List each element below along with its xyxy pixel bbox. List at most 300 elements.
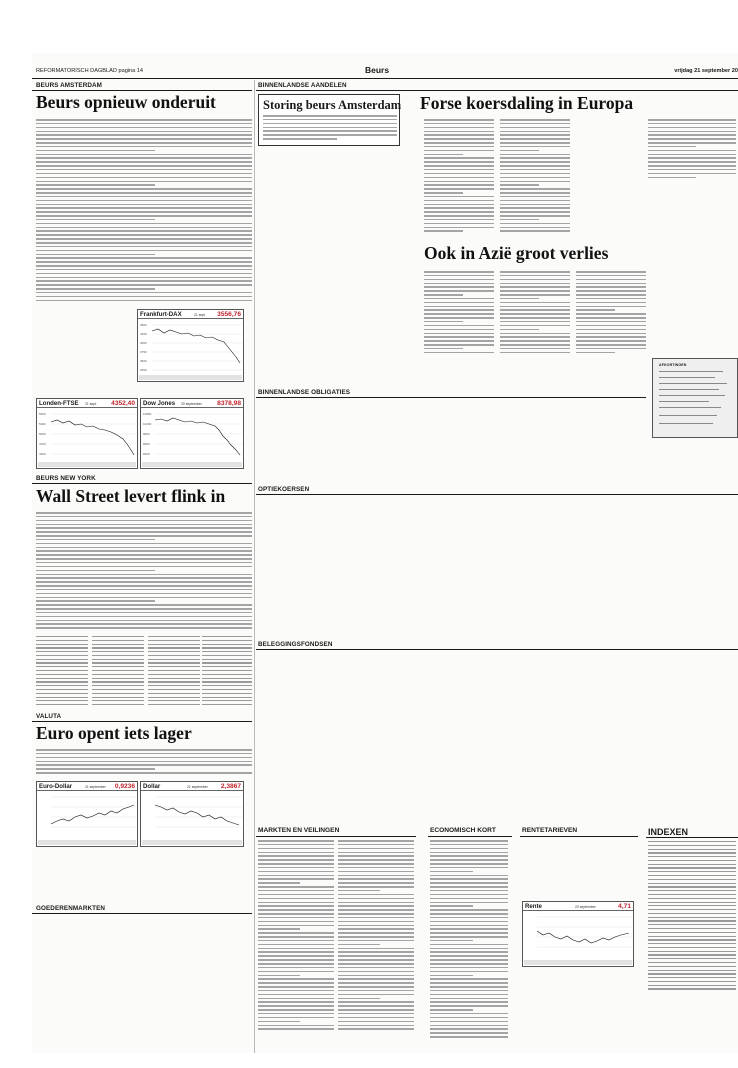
ad-line — [659, 401, 709, 402]
text-line — [36, 154, 252, 156]
text-line — [338, 882, 414, 884]
table-koersen-2 — [92, 636, 144, 708]
table-row — [202, 693, 252, 694]
text-line — [258, 932, 334, 934]
text-line — [500, 306, 570, 308]
text-line — [576, 317, 646, 319]
chart-plot — [523, 911, 635, 962]
table-row — [202, 662, 252, 663]
section-rule — [520, 836, 638, 837]
text-line — [576, 348, 646, 350]
chart-dollar — [140, 781, 244, 847]
chart-value: 2,3867 — [220, 782, 241, 790]
chart-londen-ftse — [36, 398, 138, 469]
text-line — [36, 566, 252, 568]
text-line — [576, 344, 646, 346]
section-binnenlandse-aandelen: BINNENLANDSE AANDELEN — [258, 82, 347, 89]
text-line — [424, 131, 494, 133]
article-col-2 — [500, 119, 570, 234]
text-line — [338, 894, 414, 896]
table-row — [648, 966, 736, 967]
text-line — [338, 944, 380, 946]
markten-col-2 — [338, 840, 414, 1032]
text-line — [263, 115, 397, 117]
text-line — [36, 161, 252, 163]
text-line — [500, 352, 570, 354]
table-row — [202, 655, 252, 656]
headline-beurs-opnieuw: Beurs opnieuw onderuit — [36, 92, 216, 112]
text-line — [36, 627, 252, 629]
text-line — [430, 982, 508, 984]
text-line — [648, 165, 736, 167]
table-row — [648, 977, 736, 978]
text-line — [430, 948, 508, 950]
table-row — [648, 856, 736, 857]
table-row — [148, 697, 200, 698]
section-goederenmarkten: GOEDERENMARKTEN — [36, 905, 106, 912]
text-line — [648, 127, 736, 129]
text-line — [500, 131, 570, 133]
text-line — [338, 959, 414, 961]
table-row — [648, 898, 736, 899]
text-line — [36, 593, 252, 595]
text-line — [500, 204, 570, 206]
text-line — [424, 219, 494, 221]
text-line — [258, 894, 334, 896]
text-line — [500, 127, 570, 129]
chart-date: 20 september — [575, 905, 596, 909]
text-line — [576, 325, 646, 327]
text-line — [36, 535, 252, 537]
text-line — [648, 146, 696, 148]
table-row — [648, 845, 736, 846]
table-row — [648, 894, 736, 895]
text-line — [338, 940, 414, 942]
text-line — [36, 512, 252, 514]
table-row — [36, 655, 88, 656]
table-row — [648, 883, 736, 884]
table-row — [648, 875, 736, 876]
text-line — [424, 317, 494, 319]
text-line — [430, 940, 473, 942]
text-line — [500, 207, 570, 209]
text-line — [430, 921, 508, 923]
article-body-wall-street — [36, 512, 252, 631]
text-line — [36, 246, 252, 248]
text-line — [338, 917, 414, 919]
text-line — [338, 936, 414, 938]
text-line — [430, 986, 508, 988]
text-line — [36, 577, 252, 579]
text-line — [430, 913, 508, 915]
text-line — [648, 131, 736, 133]
svg-text:5600: 5600 — [39, 412, 46, 416]
table-row — [648, 951, 736, 952]
text-line — [424, 192, 463, 194]
text-line — [338, 886, 414, 888]
text-line — [576, 321, 646, 323]
chart-footer — [38, 840, 136, 845]
text-line — [500, 290, 570, 292]
table-row — [648, 981, 736, 982]
chart-value: 4,71 — [618, 902, 631, 910]
table-row — [92, 681, 144, 682]
text-line — [36, 600, 155, 602]
text-line — [430, 951, 508, 953]
text-line — [338, 871, 414, 873]
text-line — [430, 848, 508, 850]
table-row — [36, 674, 88, 675]
text-line — [500, 336, 570, 338]
chart-value: 3556,76 — [217, 310, 241, 318]
text-line — [576, 329, 646, 331]
text-line — [430, 1025, 508, 1027]
text-line — [500, 271, 570, 273]
text-line — [424, 146, 494, 148]
table-row — [148, 659, 200, 660]
svg-text:10800: 10800 — [143, 412, 152, 416]
text-line — [430, 894, 508, 896]
text-line — [338, 913, 414, 915]
text-line — [500, 313, 570, 315]
table-row — [648, 970, 736, 971]
table-row — [648, 988, 736, 989]
text-line — [258, 998, 334, 1000]
table-row — [36, 704, 88, 705]
text-line — [338, 994, 414, 996]
text-line — [430, 1032, 508, 1034]
text-line — [338, 925, 414, 927]
svg-text:3250: 3250 — [140, 368, 147, 372]
text-line — [500, 177, 570, 179]
text-line — [338, 902, 414, 904]
text-line — [424, 196, 494, 198]
text-line — [430, 871, 473, 873]
headline-wall-street: Wall Street levert flink in — [36, 486, 226, 506]
text-line — [258, 875, 334, 877]
text-line — [36, 531, 252, 533]
text-line — [430, 944, 508, 946]
text-line — [258, 951, 334, 953]
text-line — [338, 975, 414, 977]
text-line — [500, 154, 570, 156]
table-row — [36, 644, 88, 645]
table-row — [148, 693, 200, 694]
text-line — [258, 1028, 334, 1030]
text-line — [576, 340, 646, 342]
text-line — [648, 169, 736, 171]
article-col-3 — [576, 271, 646, 356]
text-line — [576, 313, 646, 315]
text-line — [424, 286, 494, 288]
text-line — [36, 134, 252, 136]
text-line — [36, 597, 252, 599]
text-line — [36, 127, 252, 129]
text-line — [424, 333, 494, 335]
text-line — [500, 344, 570, 346]
text-line — [424, 302, 494, 304]
text-line — [258, 905, 334, 907]
text-line — [500, 188, 570, 190]
text-line — [424, 138, 494, 140]
text-line — [430, 882, 508, 884]
text-line — [500, 196, 570, 198]
text-line — [430, 898, 508, 900]
section-rentetarieven: RENTETARIEVEN — [522, 827, 578, 834]
text-line — [36, 227, 252, 229]
afkortingen-heading: AFKORTINGEN — [659, 363, 687, 367]
text-line — [500, 134, 570, 136]
text-line — [36, 277, 252, 279]
text-line — [576, 352, 615, 354]
table-row — [148, 670, 200, 671]
text-line — [36, 192, 252, 194]
text-line — [430, 909, 508, 911]
text-line — [338, 1001, 414, 1003]
text-line — [36, 215, 252, 217]
text-line — [258, 1005, 334, 1007]
text-line — [36, 142, 252, 144]
text-line — [36, 620, 252, 622]
text-line — [36, 123, 252, 125]
text-line — [500, 309, 570, 311]
text-line — [430, 936, 508, 938]
text-line — [263, 127, 397, 129]
table-row — [648, 928, 736, 929]
text-line — [424, 294, 463, 296]
text-line — [424, 344, 494, 346]
chart-plot — [138, 319, 245, 377]
table-row — [148, 704, 200, 705]
text-line — [338, 890, 380, 892]
text-line — [424, 161, 494, 163]
headline-ook-in-azie: Ook in Azië groot verlies — [424, 243, 609, 263]
text-line — [258, 944, 334, 946]
text-line — [424, 184, 494, 186]
text-line — [338, 1013, 414, 1015]
text-line — [576, 298, 646, 300]
ad-line — [659, 395, 725, 396]
text-line — [430, 959, 508, 961]
text-line — [36, 204, 252, 206]
text-line — [36, 131, 252, 133]
text-line — [338, 844, 414, 846]
markten-col-1 — [258, 840, 334, 1032]
table-row — [648, 864, 736, 865]
table-row — [148, 662, 200, 663]
text-line — [424, 150, 494, 152]
table-row — [648, 958, 736, 959]
table-row — [92, 678, 144, 679]
text-line — [424, 157, 494, 159]
text-line — [258, 863, 334, 865]
section-binnenlandse-obligaties: BINNENLANDSE OBLIGATIES — [258, 389, 351, 396]
text-line — [430, 1028, 508, 1030]
text-line — [430, 1021, 508, 1023]
text-line — [424, 271, 494, 273]
headline-storing: Storing beurs Amsterdam — [263, 98, 402, 112]
text-line — [648, 177, 696, 179]
text-line — [424, 173, 494, 175]
text-line — [500, 169, 570, 171]
text-line — [258, 1025, 334, 1027]
text-line — [36, 238, 252, 240]
text-line — [338, 1009, 414, 1011]
text-line — [430, 859, 508, 861]
table-row — [36, 697, 88, 698]
text-line — [500, 192, 570, 194]
text-line — [258, 963, 334, 965]
table-row — [648, 936, 736, 937]
text-line — [500, 173, 570, 175]
table-row — [648, 886, 736, 887]
text-line — [576, 271, 646, 273]
table-row — [648, 841, 736, 842]
svg-text:5300: 5300 — [39, 422, 46, 426]
text-line — [500, 227, 570, 229]
table-row — [92, 697, 144, 698]
text-line — [36, 764, 252, 766]
text-line — [424, 223, 494, 225]
svg-text:4000: 4000 — [140, 341, 147, 345]
text-line — [36, 254, 155, 256]
table-row — [36, 651, 88, 652]
text-line — [36, 558, 252, 560]
chart-plot — [141, 791, 245, 842]
text-line — [576, 306, 646, 308]
text-line — [338, 852, 414, 854]
text-line — [258, 859, 334, 861]
table-row — [92, 659, 144, 660]
text-line — [500, 325, 570, 327]
table-row — [148, 685, 200, 686]
text-line — [430, 928, 508, 930]
text-line — [36, 146, 252, 148]
text-line — [338, 948, 414, 950]
text-line — [36, 200, 252, 202]
table-row — [92, 666, 144, 667]
text-line — [338, 855, 414, 857]
text-line — [430, 963, 508, 965]
text-line — [258, 855, 334, 857]
svg-text:9000: 9000 — [143, 442, 150, 446]
text-line — [258, 948, 334, 950]
text-line — [258, 928, 300, 930]
table-row — [648, 905, 736, 906]
text-line — [430, 990, 508, 992]
section-rule — [256, 494, 738, 495]
text-line — [338, 955, 414, 957]
text-line — [424, 177, 494, 179]
text-line — [36, 150, 155, 152]
text-line — [36, 757, 252, 759]
text-line — [36, 604, 252, 606]
table-row — [92, 647, 144, 648]
text-line — [424, 227, 494, 229]
text-line — [500, 329, 539, 331]
text-line — [258, 890, 334, 892]
text-line — [430, 905, 473, 907]
chart-dow-jones — [140, 398, 244, 469]
text-line — [430, 1001, 508, 1003]
text-line — [430, 844, 508, 846]
table-row — [202, 697, 252, 698]
table-row — [92, 689, 144, 690]
column-divider — [254, 80, 255, 1053]
text-line — [500, 146, 570, 148]
text-line — [424, 340, 494, 342]
table-row — [202, 640, 252, 641]
text-line — [338, 986, 414, 988]
text-line — [424, 154, 463, 156]
text-line — [258, 909, 334, 911]
chart-title: Dollar — [143, 783, 161, 790]
text-line — [338, 932, 414, 934]
section-rule — [646, 837, 738, 838]
table-row — [202, 659, 252, 660]
text-line — [36, 265, 252, 267]
text-line — [424, 200, 494, 202]
text-line — [258, 878, 334, 880]
table-row — [148, 640, 200, 641]
text-line — [430, 855, 508, 857]
text-line — [36, 261, 252, 263]
chart-frankfurt-dax — [137, 309, 244, 382]
text-line — [258, 967, 334, 969]
text-line — [500, 181, 570, 183]
chart-plot — [37, 791, 139, 842]
text-line — [576, 294, 646, 296]
text-line — [424, 321, 463, 323]
svg-text:10200: 10200 — [143, 422, 152, 426]
text-line — [338, 990, 414, 992]
text-line — [430, 917, 508, 919]
table-row — [202, 700, 252, 701]
text-line — [36, 138, 252, 140]
text-line — [648, 142, 736, 144]
text-line — [338, 1021, 414, 1023]
text-line — [430, 925, 508, 927]
text-line — [424, 283, 494, 285]
text-line — [430, 1009, 473, 1011]
ad-line — [659, 377, 715, 378]
text-line — [36, 589, 252, 591]
table-row — [648, 860, 736, 861]
table-row — [648, 962, 736, 963]
text-line — [424, 275, 494, 277]
text-line — [424, 298, 494, 300]
table-row — [648, 943, 736, 944]
table-row — [148, 651, 200, 652]
text-line — [500, 283, 570, 285]
table-row — [148, 700, 200, 701]
section-rule — [32, 913, 252, 914]
text-line — [258, 852, 334, 854]
text-line — [338, 859, 414, 861]
section-rule — [32, 483, 252, 484]
article-col-1 — [424, 119, 494, 234]
table-row — [148, 647, 200, 648]
text-line — [258, 848, 334, 850]
table-row — [202, 636, 252, 637]
text-line — [430, 840, 508, 842]
table-row — [36, 662, 88, 663]
text-line — [500, 317, 570, 319]
chart-date: 21 september — [187, 785, 208, 789]
table-row — [648, 852, 736, 853]
text-line — [36, 520, 252, 522]
text-line — [36, 242, 252, 244]
